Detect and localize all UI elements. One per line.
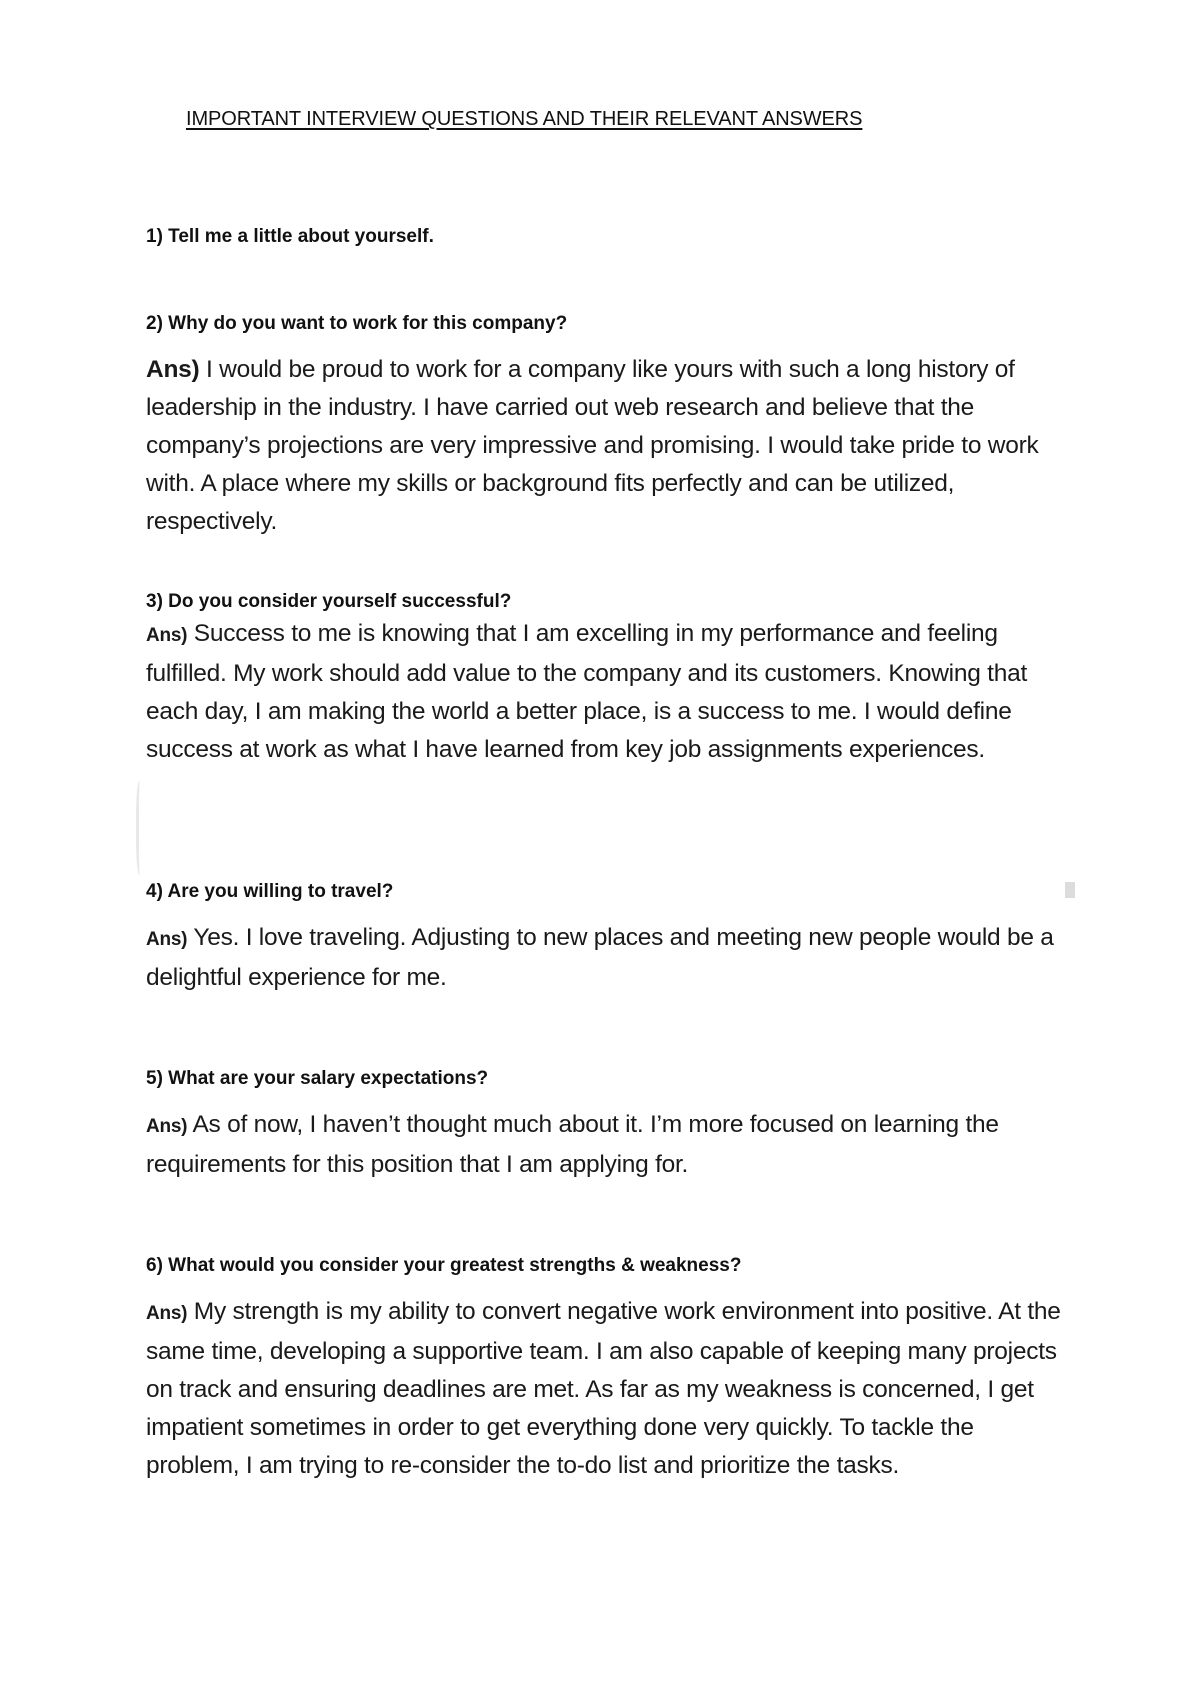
- scan-artifact: [1065, 882, 1075, 898]
- question-2: 2) Why do you want to work for this company?: [146, 313, 568, 334]
- qa-item-5: [146, 1066, 1066, 1184]
- answer-3: [146, 615, 1066, 769]
- answer-text-4: Yes. I love traveling. Adjusting to new places and meeting new people would be a delightful experience for me.: [146, 924, 1054, 991]
- answer-4: [146, 919, 1066, 997]
- qa-item-6: [146, 1253, 1066, 1485]
- answer-label: Ans): [146, 625, 188, 646]
- answer-text-6: My strength is my ability to convert negative work environment into positive. At the same time, developing a supportive team. I am also capable of keeping many projects on track and ensuring deadlines are met. As far as my weakness is concerned, I get impatient sometimes in order to get everything done very quickly. To tackle the problem, I am trying to re-consider the to-do list and prioritize the tasks.: [146, 1298, 1061, 1479]
- answer-label: Ans): [146, 1116, 188, 1137]
- answer-text-2: I would be proud to work for a company like yours with such a long history of leadership in the industry. I have carried out web research and believe that the company’s projections are very impressive and promising. I would take pride to work with. A place where my skills or background fits perfectly and can be utilized, respectively.: [146, 356, 1039, 535]
- question-6: 6) What would you consider your greatest strengths & weakness?: [146, 1255, 742, 1276]
- question-3: 3) Do you consider yourself successful?: [146, 591, 512, 612]
- qa-item-1: [146, 224, 1066, 250]
- answer-5: [146, 1106, 1066, 1184]
- answer-text-5: As of now, I haven’t thought much about it. I’m more focused on learning the requirements for this position that I am applying for.: [146, 1111, 999, 1178]
- question-5: 5) What are your salary expectations?: [146, 1068, 489, 1089]
- answer-label: Ans): [146, 1303, 188, 1324]
- answer-6: [146, 1293, 1066, 1485]
- question-1: 1) Tell me a little about yourself.: [146, 226, 434, 247]
- answer-label: Ans): [146, 929, 188, 950]
- qa-item-3: [146, 589, 1066, 769]
- document-title: IMPORTANT INTERVIEW QUESTIONS AND THEIR RELEVANT ANSWERS: [186, 108, 863, 130]
- answer-text-3: Success to me is knowing that I am excelling in my performance and feeling fulfilled. My work should add value to the company and its customers. Knowing that each day, I am making the world a better place, is a success to me. I would define success at work as what I have learned from key job assignments experiences.: [146, 620, 1028, 763]
- scan-artifact: [136, 780, 145, 876]
- qa-item-2: [146, 311, 1066, 541]
- answer-2: [146, 351, 1066, 541]
- qa-item-4: [146, 879, 1066, 997]
- question-4: 4) Are you willing to travel?: [146, 881, 394, 902]
- answer-label: Ans): [146, 356, 200, 383]
